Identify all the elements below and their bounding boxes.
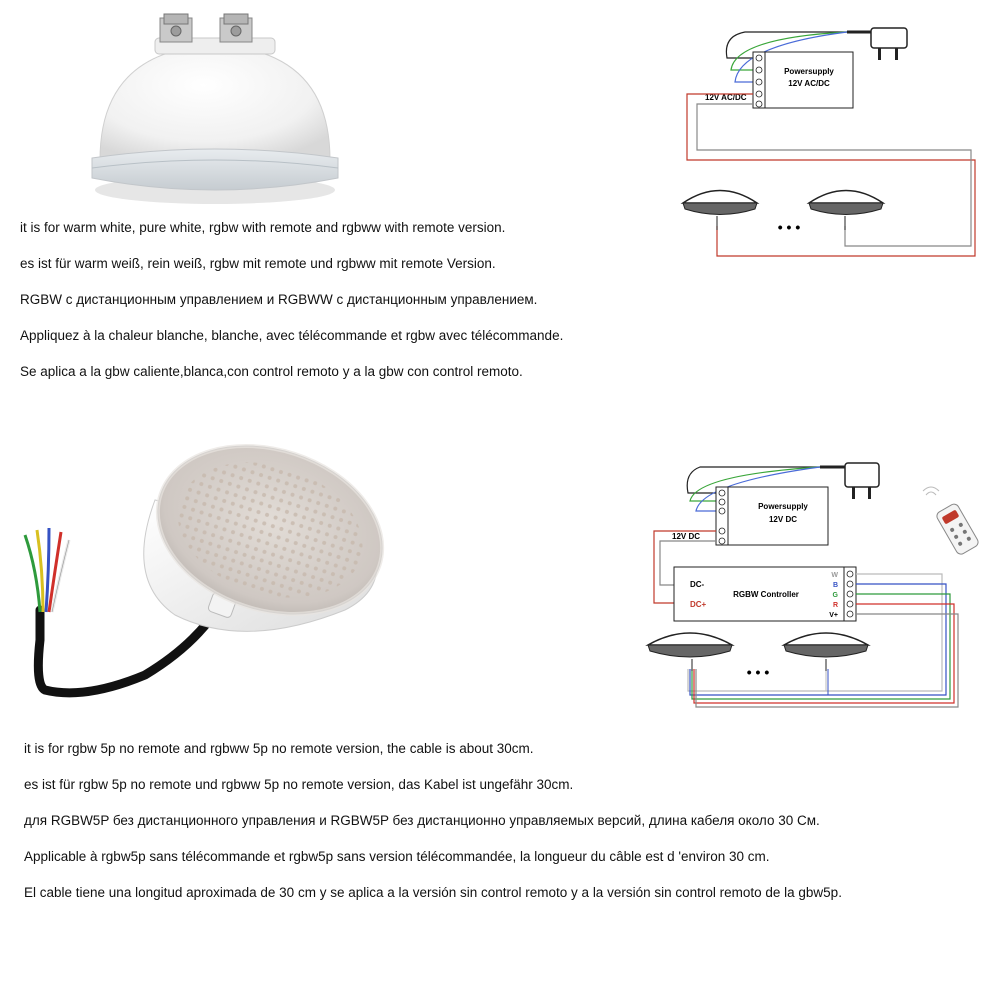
lamp-symbol-2 bbox=[809, 191, 883, 231]
output-voltage-label: 12V DC bbox=[672, 532, 701, 541]
lamp-symbol-1 bbox=[648, 633, 732, 671]
controller-dc-plus-label: DC+ bbox=[690, 600, 707, 609]
controller-title: RGBW Controller bbox=[733, 590, 799, 599]
controller-dc-minus-label: DC- bbox=[690, 580, 705, 589]
screw-terminal-left bbox=[160, 14, 192, 42]
channel-label-b: B bbox=[832, 582, 838, 589]
channel-label-g: G bbox=[832, 592, 838, 599]
power-supply-title: Powersupply bbox=[784, 67, 834, 76]
description-line-es: El cable tiene una longitud aproximada de 30 cm y se aplica a la versión sin control remoto y a la versión sin control remoto de la gbw5p. bbox=[24, 885, 842, 900]
description-line-de: es ist für rgbw 5p no remote und rgbww 5p no remote version, das Kabel ist ungefähr 30cm. bbox=[24, 777, 574, 792]
power-supply-spec: 12V DC bbox=[768, 515, 798, 524]
channel-label-r: R bbox=[832, 602, 838, 609]
description-line-en: it is for warm white, pure white, rgbw with remote and rgbww with remote version. bbox=[20, 220, 506, 235]
more-lamps-ellipsis: • • • bbox=[777, 219, 801, 235]
power-supply-spec: 12V AC/DC bbox=[788, 79, 830, 88]
channel-label-w: W bbox=[831, 572, 838, 579]
description-line-ru: для RGBW5P без дистанционного управления и RGBW5P без дистанционно управляемых версий, длина кабеля около 30 См. bbox=[24, 813, 820, 828]
mains-plug-icon bbox=[847, 28, 907, 60]
signal-waves-icon bbox=[923, 487, 939, 495]
wiring-diagram-ac-dc bbox=[675, 18, 995, 263]
lamp-symbol-2 bbox=[784, 633, 868, 671]
channel-label-vplus: V+ bbox=[829, 612, 838, 619]
description-line-de: es ist für warm weiß, rein weiß, rgbw mit remote und rgbww mit remote Version. bbox=[20, 256, 496, 271]
description-line-fr: Applicable à rgbw5p sans télécommande et rgbw5p sans version télécommandée, la longueur du câble est d 'environ 30 cm. bbox=[24, 849, 770, 864]
description-line-es: Se aplica a la gbw caliente,blanca,con control remoto y a la gbw con control remoto. bbox=[20, 364, 523, 379]
description-line-fr: Appliquez à la chaleur blanche, blanche, avec télécommande et rgbw avec télécommande. bbox=[20, 328, 564, 343]
mains-plug-icon bbox=[820, 463, 879, 499]
output-voltage-label: 12V AC/DC bbox=[705, 93, 747, 102]
lamp-photo-terminals bbox=[80, 10, 350, 210]
power-supply-title: Powersupply bbox=[758, 502, 808, 511]
lamp-symbol-1 bbox=[683, 191, 757, 231]
description-line-en: it is for rgbw 5p no remote and rgbww 5p no remote version, the cable is about 30cm. bbox=[24, 741, 534, 756]
wiring-diagram-rgbw-controller bbox=[640, 455, 990, 715]
description-line-ru: RGBW с дистанционным управлением и RGBWW с дистанционным управлением. bbox=[20, 292, 538, 307]
lamp-photo-cable bbox=[15, 440, 395, 700]
remote-control-icon bbox=[935, 502, 980, 556]
screw-terminal-right bbox=[220, 14, 252, 42]
more-lamps-ellipsis: • • • bbox=[746, 664, 770, 680]
